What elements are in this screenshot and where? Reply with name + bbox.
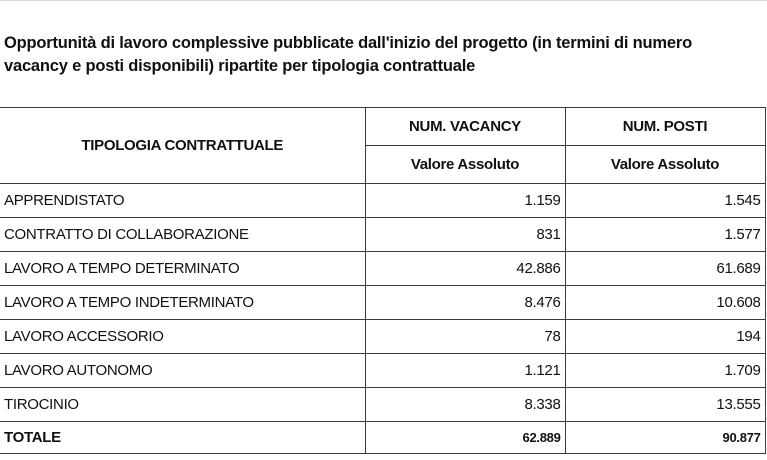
row-label: TIROCINIO — [0, 388, 365, 422]
row-label: LAVORO A TEMPO INDETERMINATO — [0, 286, 365, 320]
row-posti-value: 10.608 — [565, 286, 765, 320]
table-row — [0, 184, 765, 218]
header-num-posti: NUM. POSTI — [565, 108, 765, 146]
row-label: LAVORO ACCESSORIO — [0, 320, 365, 354]
table-row — [0, 354, 765, 388]
table-title: Opportunità di lavoro complessive pubblicate dall'inizio del progetto (in termini di numero vacancy e posti disponibili) ripartite per tipologia contrattuale — [4, 34, 692, 75]
total-vacancy-value: 62.889 — [365, 422, 565, 454]
row-posti-value: 194 — [565, 320, 765, 354]
row-vacancy-value: 42.886 — [365, 252, 565, 286]
row-vacancy-value: 78 — [365, 320, 565, 354]
top-divider — [0, 0, 767, 1]
table-row — [0, 320, 765, 354]
row-posti-value: 1.545 — [565, 184, 765, 218]
row-label: CONTRATTO DI COLLABORAZIONE — [0, 218, 365, 252]
row-vacancy-value: 8.338 — [365, 388, 565, 422]
table-row — [0, 388, 765, 422]
row-posti-value: 13.555 — [565, 388, 765, 422]
total-row — [0, 422, 765, 454]
row-posti-value: 1.709 — [565, 354, 765, 388]
total-posti-value: 90.877 — [565, 422, 765, 454]
contract-type-table — [0, 107, 766, 454]
row-label: APPRENDISTATO — [0, 184, 365, 218]
total-label: TOTALE — [0, 422, 365, 454]
row-label: LAVORO A TEMPO DETERMINATO — [0, 252, 365, 286]
header-num-vacancy: NUM. VACANCY — [365, 108, 565, 146]
row-vacancy-value: 8.476 — [365, 286, 565, 320]
row-label: LAVORO AUTONOMO — [0, 354, 365, 388]
subheader-posti-valore-assoluto: Valore Assoluto — [565, 146, 765, 184]
row-posti-value: 1.577 — [565, 218, 765, 252]
table-row — [0, 286, 765, 320]
subheader-vacancy-valore-assoluto: Valore Assoluto — [365, 146, 565, 184]
row-vacancy-value: 1.159 — [365, 184, 565, 218]
row-vacancy-value: 831 — [365, 218, 565, 252]
row-vacancy-value: 1.121 — [365, 354, 565, 388]
header-tipologia-contrattuale: TIPOLOGIA CONTRATTUALE — [0, 108, 365, 184]
table-row — [0, 218, 765, 252]
row-posti-value: 61.689 — [565, 252, 765, 286]
table-row — [0, 252, 765, 286]
